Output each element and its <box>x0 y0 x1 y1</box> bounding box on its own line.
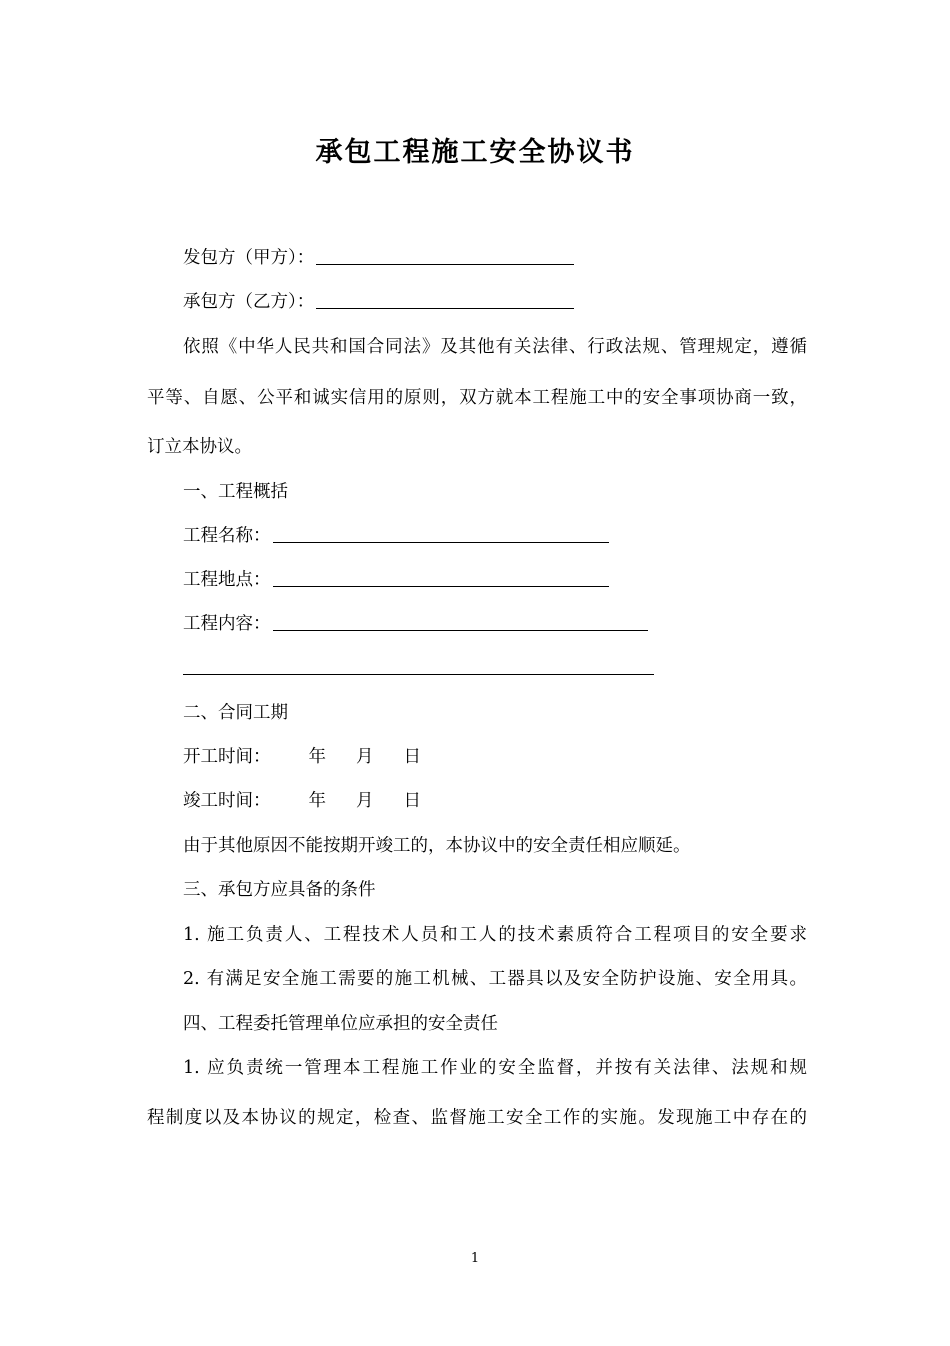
intro-line-3: 订立本协议。 <box>147 437 252 457</box>
section3-item-2: 2. 有满足安全施工需要的施工机械、工器具以及安全防护设施、安全用具。 <box>183 969 807 989</box>
project-content-blank-2 <box>183 656 654 675</box>
end-date-line <box>183 789 807 813</box>
start-date-label: 开工时间： <box>183 747 271 767</box>
end-date-label: 竣工时间： <box>183 791 271 811</box>
project-content-blank <box>273 612 648 631</box>
project-name-blank <box>273 524 609 543</box>
page-number: 1 <box>470 1251 480 1266</box>
schedule-note: 由于其他原因不能按期开竣工的，本协议中的安全责任相应顺延。 <box>183 836 691 856</box>
party-b-label: 承包方（乙方）： <box>183 292 315 312</box>
project-content-line-2 <box>183 656 807 680</box>
project-name-label: 工程名称： <box>183 526 271 546</box>
project-content-line <box>183 612 807 636</box>
project-location-label: 工程地点： <box>183 570 271 590</box>
party-b-blank <box>316 290 574 309</box>
section2-heading: 二、合同工期 <box>183 703 288 723</box>
party-b-line <box>183 290 807 314</box>
start-year: 年 <box>308 747 326 767</box>
project-location-line <box>183 568 807 592</box>
section4-item-1-line-1: 1. 应负责统一管理本工程施工作业的安全监督，并按有关法律、法规和规 <box>183 1058 807 1078</box>
document-title: 承包工程施工安全协议书 <box>315 137 635 168</box>
party-a-line <box>183 246 807 270</box>
project-location-blank <box>273 568 609 587</box>
start-date-line <box>183 745 807 769</box>
intro-line-2: 平等、自愿、公平和诚实信用的原则，双方就本工程施工中的安全事项协商一致， <box>147 388 807 408</box>
project-content-label: 工程内容： <box>183 614 271 634</box>
end-year: 年 <box>308 791 326 811</box>
section3-heading: 三、承包方应具备的条件 <box>183 880 376 900</box>
project-name-line <box>183 524 807 548</box>
party-a-label: 发包方（甲方）： <box>183 248 315 268</box>
party-a-blank <box>316 246 574 265</box>
start-month: 月 <box>356 747 374 767</box>
intro-line-1: 依照《中华人民共和国合同法》及其他有关法律、行政法规、管理规定，遵循 <box>183 337 807 357</box>
section4-heading: 四、工程委托管理单位应承担的安全责任 <box>183 1014 498 1034</box>
end-month: 月 <box>356 791 374 811</box>
section4-item-1-line-2: 程制度以及本协议的规定，检查、监督施工安全工作的实施。发现施工中存在的 <box>147 1108 807 1128</box>
section1-heading: 一、工程概括 <box>183 482 288 502</box>
end-day: 日 <box>403 791 421 811</box>
start-day: 日 <box>403 747 421 767</box>
section3-item-1: 1. 施工负责人、工程技术人员和工人的技术素质符合工程项目的安全要求 <box>183 925 807 945</box>
